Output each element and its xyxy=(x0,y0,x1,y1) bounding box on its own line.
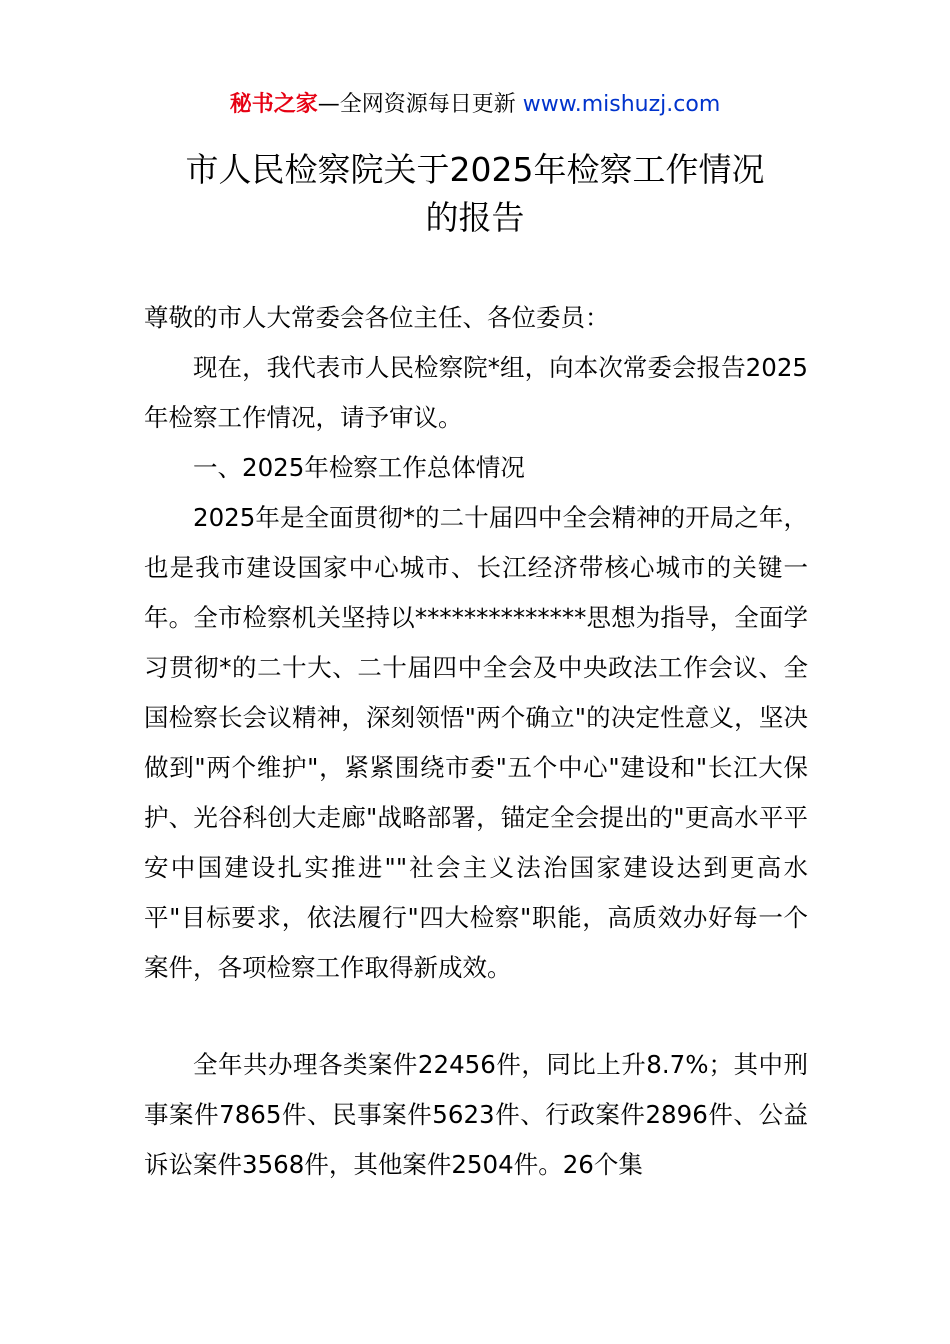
site-header xyxy=(0,88,950,122)
site-tagline: —全网资源每日更新 xyxy=(317,92,523,117)
site-brand: 秘书之家 xyxy=(229,92,318,117)
intro-paragraph: 现在，我代表市人民检察院*组，向本次常委会报告2025年检察工作情况，请予审议。 xyxy=(144,353,808,432)
salutation: 尊敬的市人大常委会各位主任、各位委员： xyxy=(144,303,610,332)
body-paragraph-2: 全年共办理各类案件22456件，同比上升8.7%；其中刑事案件7865件、民事案件5623件、行政案件2896件、公益诉讼案件3568件，其他案件2504件。26个集 xyxy=(144,1050,808,1179)
site-url-link[interactable]: www.mishuzj.com xyxy=(522,92,721,117)
title-line-1: 市人民检察院关于2025年检察工作情况 xyxy=(185,150,765,189)
section-heading-1: 一、2025年检察工作总体情况 xyxy=(193,453,525,482)
document-title xyxy=(140,146,810,242)
title-line-2: 的报告 xyxy=(425,198,525,237)
body-paragraph-1: 2025年是全面贯彻*的二十届四中全会精神的开局之年，也是我市建设国家中心城市、长江经济带核心城市的关键一年。全市检察机关坚持以**************思想为指导，全面学习贯彻*的二十大、二十届四中全会及中央政法工作会议、全国检察长会议精神，深刻领悟"两个确立"的决定性意义，坚决做到"两个维护"，紧紧围绕市委"五个中心"建设和"长江大保护、光谷科创大走廊"战略部署，锚定全会提出的"更高水平平安中国建设扎实推进""社会主义法治国家建设达到更高水平"目标要求，依法履行"四大检察"职能，高质效办好每一个案件，各项检察工作取得新成效。 xyxy=(144,503,808,982)
